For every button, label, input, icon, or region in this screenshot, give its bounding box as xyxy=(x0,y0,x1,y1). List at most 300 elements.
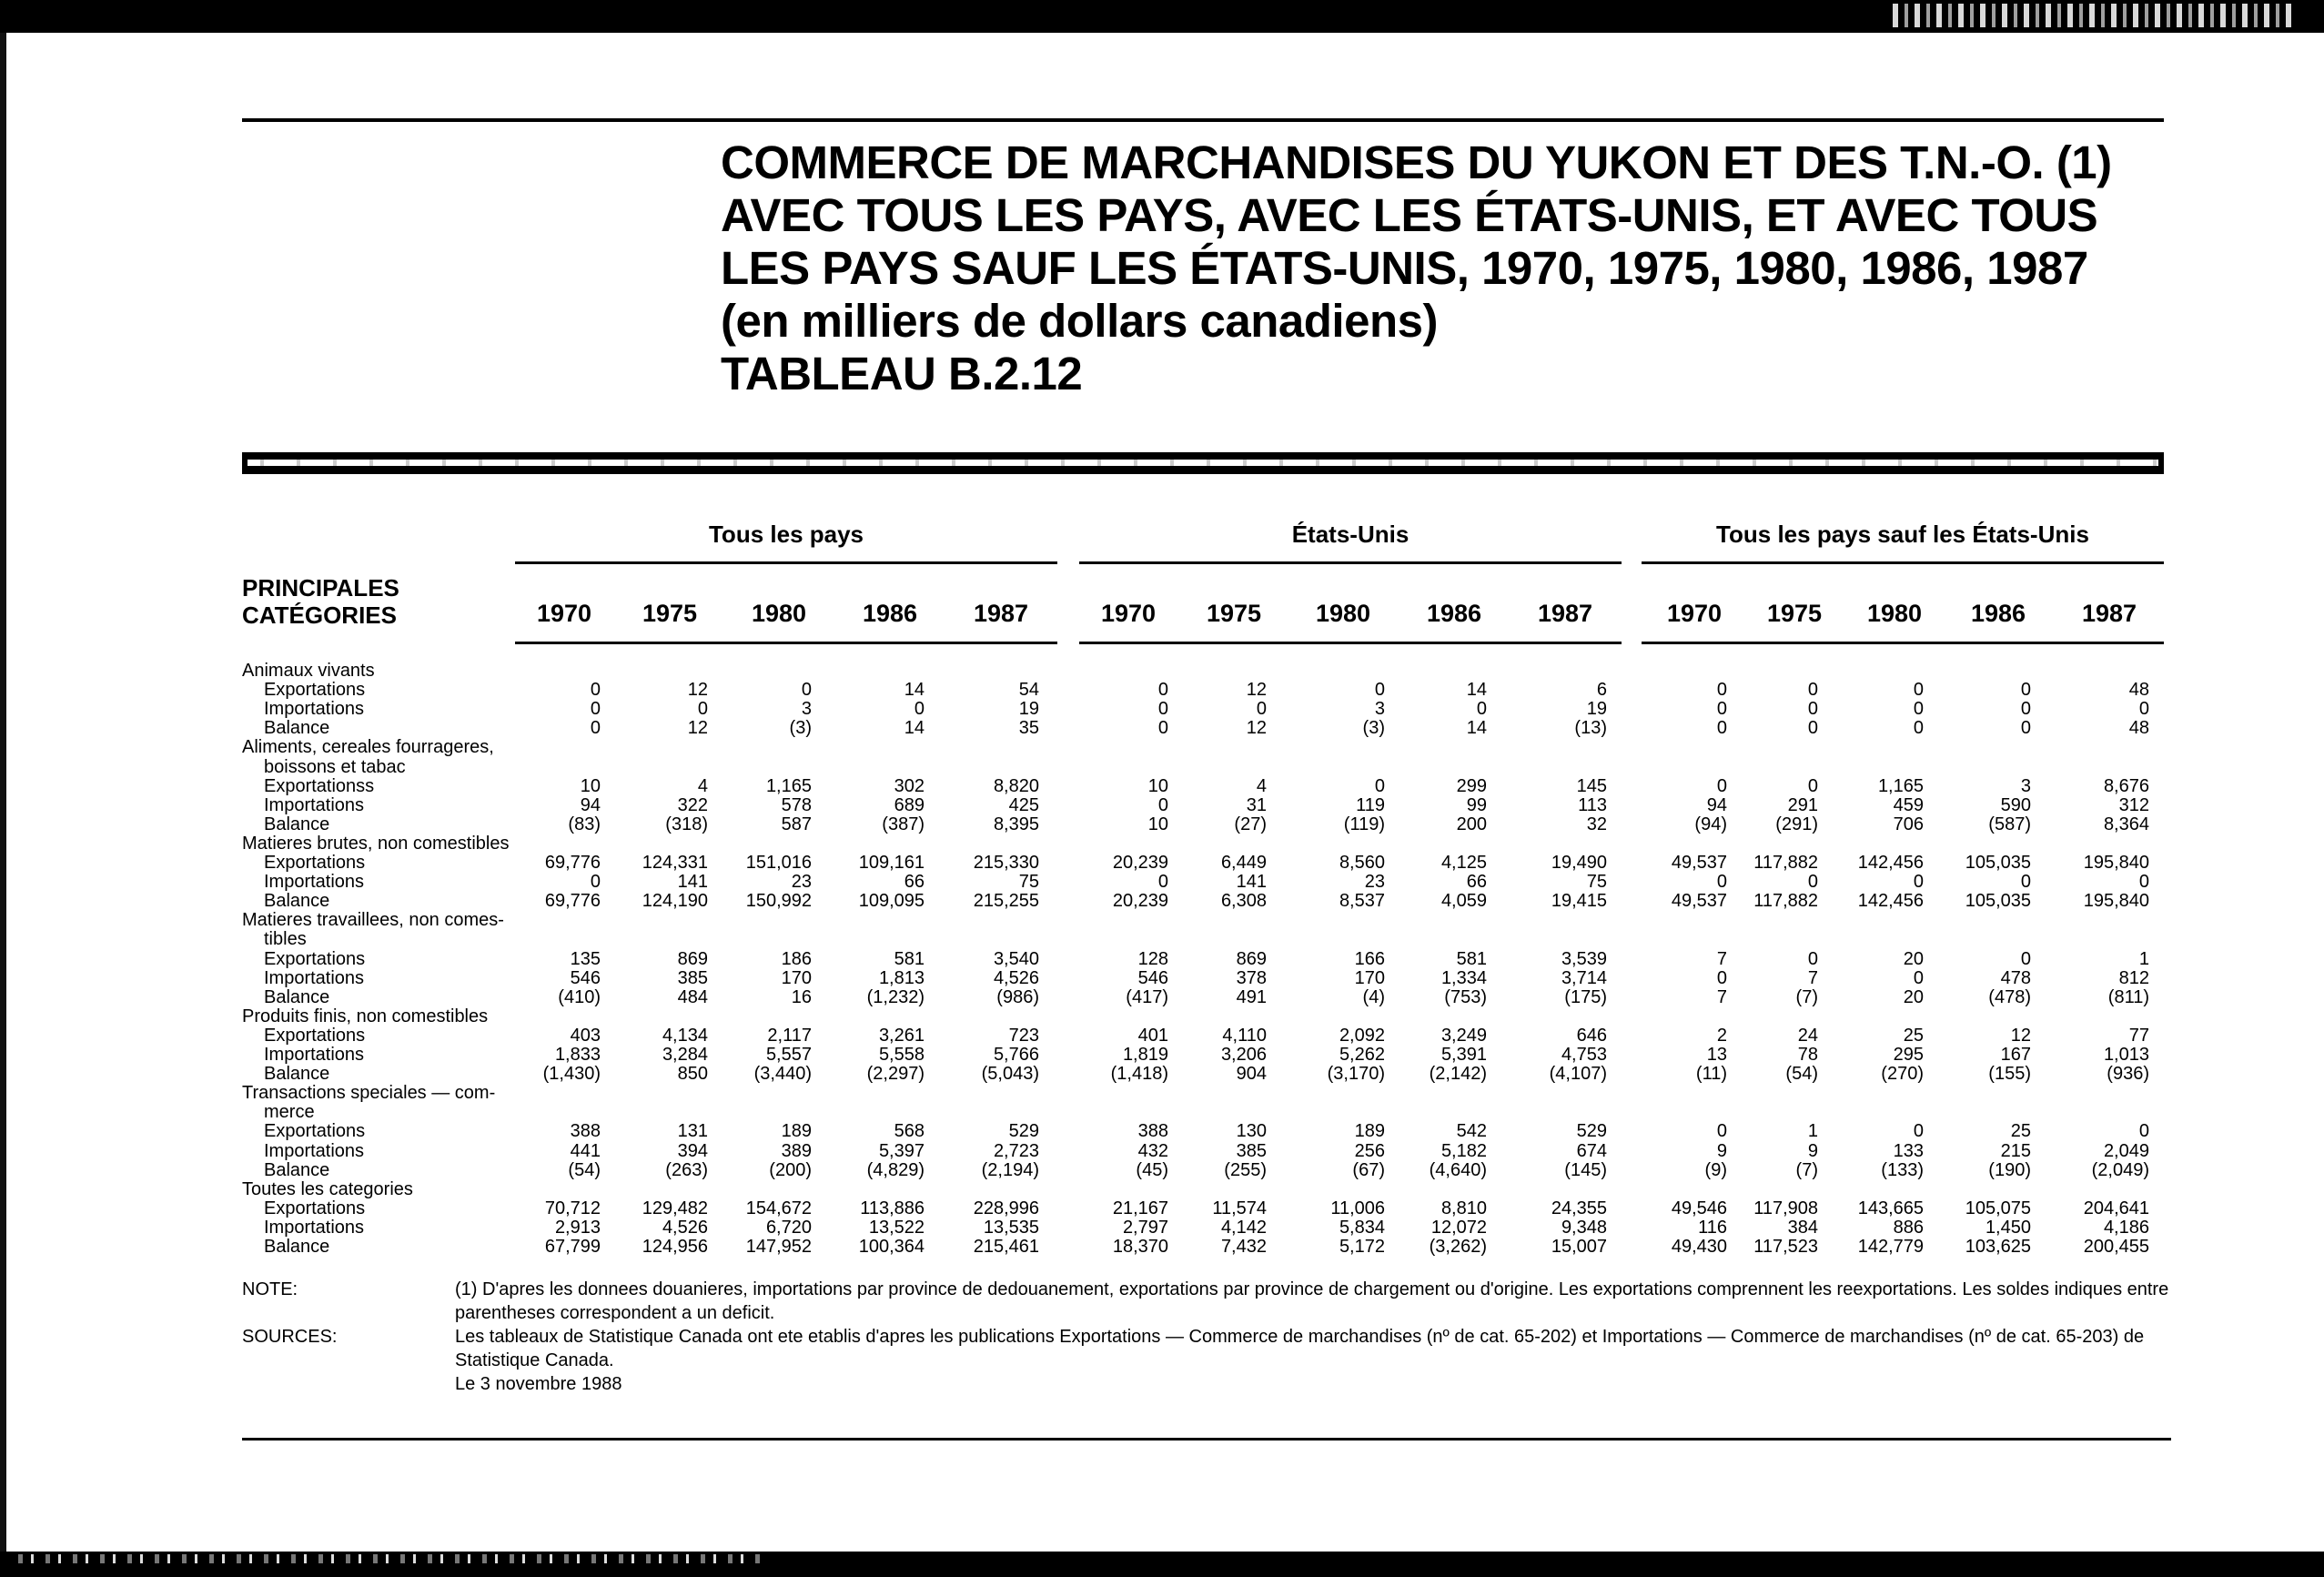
table-cell: 5,391 xyxy=(1440,1045,1487,1065)
table-cell: 8,537 xyxy=(1339,891,1385,912)
table-cell: 302 xyxy=(894,775,925,796)
table-cell: 0 xyxy=(1807,872,1818,893)
table-cell: 5,182 xyxy=(1440,1140,1487,1161)
table-cell: 69,776 xyxy=(544,853,601,873)
row-label: Exportations xyxy=(264,680,366,701)
table-cell: 20 xyxy=(1903,986,1924,1007)
table-cell: 4,134 xyxy=(662,1025,708,1046)
row-label: Balance xyxy=(264,891,330,912)
table-cell: (54) xyxy=(568,1159,601,1180)
table-cell: 105,075 xyxy=(1965,1198,2031,1218)
table-cell: 484 xyxy=(677,986,708,1007)
table-cell: 0 xyxy=(1157,680,1168,701)
table-cell: 129,482 xyxy=(642,1198,708,1218)
table-cell: 581 xyxy=(894,948,925,969)
table-cell: (3,170) xyxy=(1327,1064,1385,1085)
table-cell: 131 xyxy=(677,1121,708,1142)
table-cell: 117,882 xyxy=(1753,891,1818,912)
year-header: 1975 xyxy=(642,600,698,627)
table-cell: 142,456 xyxy=(1857,891,1924,912)
table-cell: 5,557 xyxy=(765,1045,812,1065)
table-cell: (4) xyxy=(1362,986,1385,1007)
row-label: Importations xyxy=(264,1140,365,1161)
table-cell: 299 xyxy=(1456,775,1487,796)
table-cell: 578 xyxy=(781,794,812,815)
table-cell: 69,776 xyxy=(544,891,601,912)
table-cell: 8,676 xyxy=(2103,775,2149,796)
table-cell: (200) xyxy=(769,1159,812,1180)
table-cell: 2,723 xyxy=(993,1140,1039,1161)
table-cell: 0 xyxy=(1807,718,1818,739)
category-row xyxy=(0,1180,2324,1199)
table-cell: 18,370 xyxy=(1112,1237,1168,1257)
table-cell: 14 xyxy=(904,680,925,701)
table-cell: 646 xyxy=(1576,1025,1607,1046)
table-cell: 1 xyxy=(1807,1121,1818,1142)
row-label: merce xyxy=(264,1102,315,1123)
table-cell: 109,095 xyxy=(858,891,925,912)
table-cell: 0 xyxy=(2020,699,2031,720)
table-row xyxy=(0,719,2324,738)
table-cell: 143,665 xyxy=(1857,1198,1924,1218)
table-cell: 1,165 xyxy=(1877,775,1924,796)
table-cell: 66 xyxy=(904,872,925,893)
table-row xyxy=(0,988,2324,1007)
group-underline xyxy=(1079,561,1622,564)
table-cell: 478 xyxy=(2000,967,2031,988)
table-cell: 2,797 xyxy=(1122,1217,1168,1238)
table-cell: 20,239 xyxy=(1112,853,1168,873)
table-cell: 0 xyxy=(1716,872,1727,893)
title-line: AVEC TOUS LES PAYS, AVEC LES ÉTATS-UNIS, ET AVEC TOUS xyxy=(721,189,2098,241)
table-cell: (270) xyxy=(1881,1064,1924,1085)
table-row xyxy=(0,950,2324,969)
table-cell: 16 xyxy=(791,986,812,1007)
table-cell: 0 xyxy=(1807,948,1818,969)
table-cell: 3,261 xyxy=(878,1025,925,1046)
category-row xyxy=(0,930,2324,949)
table-cell: 378 xyxy=(1236,967,1267,988)
category-row xyxy=(0,1007,2324,1026)
table-cell: 385 xyxy=(677,967,708,988)
table-cell: 15,007 xyxy=(1551,1237,1607,1257)
table-cell: (753) xyxy=(1444,986,1487,1007)
table-cell: (155) xyxy=(1988,1064,2031,1085)
table-cell: 0 xyxy=(1913,872,1924,893)
table-row xyxy=(0,1218,2324,1238)
table-cell: 32 xyxy=(1586,814,1607,834)
table-cell: 1,813 xyxy=(878,967,925,988)
table-cell: 403 xyxy=(570,1025,601,1046)
table-cell: 7 xyxy=(1716,948,1727,969)
table-cell: 77 xyxy=(2128,1025,2149,1046)
table-cell: 215 xyxy=(2000,1140,2031,1161)
table-cell: 19 xyxy=(1586,699,1607,720)
table-cell: 170 xyxy=(781,967,812,988)
table-cell: 5,262 xyxy=(1339,1045,1385,1065)
year-header: 1986 xyxy=(862,600,918,627)
year-header: 1980 xyxy=(1315,600,1371,627)
table-cell: 94 xyxy=(580,794,601,815)
table-cell: (119) xyxy=(1343,814,1385,834)
row-label: Balance xyxy=(264,1237,330,1257)
table-cell: 75 xyxy=(1586,872,1607,893)
table-cell: 10 xyxy=(1147,814,1168,834)
table-cell: 425 xyxy=(1008,794,1039,815)
table-cell: 13,522 xyxy=(868,1217,925,1238)
table-cell: (3) xyxy=(1362,718,1385,739)
table-cell: 154,672 xyxy=(745,1198,812,1218)
table-cell: 2,049 xyxy=(2103,1140,2149,1161)
table-cell: (263) xyxy=(665,1159,708,1180)
table-cell: 0 xyxy=(1807,775,1818,796)
table-cell: 542 xyxy=(1456,1121,1487,1142)
table-row xyxy=(0,1142,2324,1161)
table-cell: (478) xyxy=(1988,986,2031,1007)
table-cell: 14 xyxy=(1466,680,1487,701)
table-cell: 674 xyxy=(1576,1140,1607,1161)
table-cell: 706 xyxy=(1893,814,1924,834)
row-label: Balance xyxy=(264,1064,330,1085)
row-label: Animaux vivants xyxy=(242,661,375,681)
table-cell: 1,165 xyxy=(765,775,812,796)
table-cell: 167 xyxy=(2000,1045,2031,1065)
table-cell: 0 xyxy=(801,680,812,701)
table-cell: (54) xyxy=(1785,1064,1818,1085)
table-cell: 19,415 xyxy=(1551,891,1607,912)
year-header: 1986 xyxy=(1970,600,2026,627)
category-row xyxy=(0,834,2324,854)
table-cell: 0 xyxy=(1374,775,1385,796)
category-row xyxy=(0,1084,2324,1103)
table-cell: 99 xyxy=(1466,794,1487,815)
table-cell: 0 xyxy=(590,872,601,893)
table-cell: 546 xyxy=(570,967,601,988)
table-cell: (1,418) xyxy=(1110,1064,1168,1085)
table-cell: 35 xyxy=(1018,718,1039,739)
table-cell: 0 xyxy=(2138,1121,2149,1142)
year-header: 1987 xyxy=(1537,600,1593,627)
table-cell: 147,952 xyxy=(745,1237,812,1257)
table-cell: 869 xyxy=(1236,948,1267,969)
table-cell: 3,249 xyxy=(1440,1025,1487,1046)
table-cell: (3,440) xyxy=(753,1064,812,1085)
table-cell: 4,125 xyxy=(1440,853,1487,873)
top-rule xyxy=(242,118,2164,122)
table-cell: 200 xyxy=(1456,814,1487,834)
document-date: Le 3 novembre 1988 xyxy=(455,1374,622,1394)
sources-label: SOURCES: xyxy=(242,1327,338,1347)
table-cell: 2,092 xyxy=(1339,1025,1385,1046)
table-cell: (811) xyxy=(2107,986,2149,1007)
table-cell: 7 xyxy=(1807,967,1818,988)
table-cell: 105,035 xyxy=(1965,853,2031,873)
row-label: Balance xyxy=(264,814,330,834)
table-cell: 66 xyxy=(1466,872,1487,893)
table-cell: 21,167 xyxy=(1112,1198,1168,1218)
table-cell: (417) xyxy=(1126,986,1168,1007)
table-cell: 0 xyxy=(1807,680,1818,701)
table-cell: 189 xyxy=(1354,1121,1385,1142)
table-cell: 12 xyxy=(687,718,708,739)
table-cell: 117,523 xyxy=(1753,1237,1818,1257)
table-cell: (7) xyxy=(1795,986,1818,1007)
table-cell: 904 xyxy=(1236,1064,1267,1085)
table-cell: 12 xyxy=(687,680,708,701)
table-cell: 0 xyxy=(914,699,925,720)
table-cell: (2,142) xyxy=(1429,1064,1487,1085)
table-cell: 4 xyxy=(1256,775,1267,796)
table-cell: (291) xyxy=(1775,814,1818,834)
table-cell: 0 xyxy=(2020,872,2031,893)
table-cell: 322 xyxy=(677,794,708,815)
table-cell: (2,049) xyxy=(2091,1159,2149,1180)
row-label: Aliments, cereales fourrageres, xyxy=(242,737,494,758)
table-cell: 1,450 xyxy=(1985,1217,2031,1238)
table-cell: 151,016 xyxy=(745,853,812,873)
table-cell: (7) xyxy=(1795,1159,1818,1180)
group-header-all-except-us: Tous les pays sauf les États-Unis xyxy=(1716,521,2089,548)
row-label: tibles xyxy=(264,929,307,950)
table-cell: 54 xyxy=(1018,680,1039,701)
table-cell: 113 xyxy=(1578,794,1607,815)
table-cell: 1,013 xyxy=(2103,1045,2149,1065)
year-header: 1987 xyxy=(2081,600,2137,627)
table-cell: 124,331 xyxy=(642,853,708,873)
table-row xyxy=(0,815,2324,834)
row-label: Importations xyxy=(264,1045,365,1065)
category-row xyxy=(0,911,2324,930)
table-cell: 13,535 xyxy=(983,1217,1039,1238)
table-cell: (175) xyxy=(1564,986,1607,1007)
table-cell: 587 xyxy=(781,814,812,834)
table-cell: 0 xyxy=(1716,967,1727,988)
table-cell: (2,297) xyxy=(866,1064,925,1085)
row-label: boissons et tabac xyxy=(264,756,406,777)
table-cell: 103,625 xyxy=(1965,1237,2031,1257)
table-cell: 189 xyxy=(781,1121,812,1142)
table-row xyxy=(0,854,2324,873)
table-cell: 117,882 xyxy=(1753,853,1818,873)
table-cell: 10 xyxy=(580,775,601,796)
table-cell: 295 xyxy=(1893,1045,1924,1065)
table-cell: 689 xyxy=(894,794,925,815)
table-cell: 0 xyxy=(1716,680,1727,701)
row-label: Exportations xyxy=(264,1198,366,1218)
table-cell: 200,455 xyxy=(2083,1237,2149,1257)
table-cell: 70,712 xyxy=(544,1198,601,1218)
category-header xyxy=(242,574,399,629)
table-cell: 10 xyxy=(1147,775,1168,796)
table-cell: 459 xyxy=(1893,794,1924,815)
table-cell: 49,537 xyxy=(1671,853,1727,873)
header-underline xyxy=(515,642,1057,644)
table-cell: 19 xyxy=(1018,699,1039,720)
table-cell: 4,142 xyxy=(1220,1217,1267,1238)
table-cell: (410) xyxy=(558,986,601,1007)
table-cell: 4,110 xyxy=(1222,1025,1267,1046)
group-underline xyxy=(1642,561,2164,564)
table-cell: 48 xyxy=(2128,680,2149,701)
table-cell: 23 xyxy=(791,872,812,893)
table-cell: 291 xyxy=(1787,794,1818,815)
scan-border-top xyxy=(0,0,2324,33)
table-cell: 394 xyxy=(677,1140,708,1161)
title-line: COMMERCE DE MARCHANDISES DU YUKON ET DES T.N.-O. (1) xyxy=(721,136,2112,188)
row-label: Balance xyxy=(264,718,330,739)
table-row xyxy=(0,1046,2324,1065)
table-cell: (83) xyxy=(568,814,601,834)
table-cell: 0 xyxy=(590,718,601,739)
table-cell: 49,546 xyxy=(1671,1198,1727,1218)
table-cell: 3,284 xyxy=(662,1045,708,1065)
table-cell: 9 xyxy=(1807,1140,1818,1161)
table-cell: 228,996 xyxy=(973,1198,1039,1218)
table-cell: 568 xyxy=(894,1121,925,1142)
table-cell: 812 xyxy=(2118,967,2149,988)
table-cell: 0 xyxy=(697,699,708,720)
category-row xyxy=(0,738,2324,757)
table-cell: 48 xyxy=(2128,718,2149,739)
table-cell: 0 xyxy=(2020,680,2031,701)
table-cell: 3,539 xyxy=(1561,948,1607,969)
table-cell: 4,753 xyxy=(1561,1045,1607,1065)
table-cell: (27) xyxy=(1234,814,1267,834)
table-cell: (2,194) xyxy=(981,1159,1039,1180)
row-label: Produits finis, non comestibles xyxy=(242,1006,489,1026)
table-cell: 12 xyxy=(1246,718,1267,739)
scan-noise xyxy=(1893,4,2293,27)
table-cell: 3 xyxy=(801,699,812,720)
row-label: Matieres travaillees, non comes- xyxy=(242,910,504,931)
table-cell: 0 xyxy=(1157,872,1168,893)
year-header: 1980 xyxy=(1866,600,1923,627)
scan-noise xyxy=(18,1554,764,1563)
table-cell: 4 xyxy=(697,775,708,796)
row-label: Importations xyxy=(264,967,365,988)
header-underline xyxy=(1079,642,1622,644)
table-cell: 116 xyxy=(1698,1217,1727,1238)
table-cell: (587) xyxy=(1988,814,2031,834)
table-cell: 5,766 xyxy=(993,1045,1039,1065)
table-row xyxy=(0,681,2324,700)
table-cell: 0 xyxy=(1913,718,1924,739)
table-cell: 49,537 xyxy=(1671,891,1727,912)
table-cell: 94 xyxy=(1706,794,1727,815)
table-cell: 20 xyxy=(1903,948,1924,969)
row-label: Importations xyxy=(264,872,365,893)
table-cell: 24,355 xyxy=(1551,1198,1607,1218)
table-cell: 1,819 xyxy=(1122,1045,1168,1065)
table-cell: 4,059 xyxy=(1440,891,1487,912)
table-cell: 0 xyxy=(2138,872,2149,893)
table-cell: (1,232) xyxy=(866,986,925,1007)
table-cell: 1,334 xyxy=(1440,967,1487,988)
table-cell: 441 xyxy=(570,1140,601,1161)
table-cell: 195,840 xyxy=(2083,853,2149,873)
table-cell: 546 xyxy=(1137,967,1168,988)
year-header: 1970 xyxy=(536,600,592,627)
table-cell: 3 xyxy=(1374,699,1385,720)
table-cell: 529 xyxy=(1576,1121,1607,1142)
table-cell: 0 xyxy=(1157,699,1168,720)
table-cell: 0 xyxy=(590,699,601,720)
row-label: Importations xyxy=(264,699,365,720)
table-row xyxy=(0,1026,2324,1046)
table-cell: 529 xyxy=(1008,1121,1039,1142)
table-cell: 8,395 xyxy=(993,814,1039,834)
year-header: 1987 xyxy=(973,600,1029,627)
table-cell: 0 xyxy=(1913,1121,1924,1142)
table-cell: 215,461 xyxy=(973,1237,1039,1257)
table-cell: 388 xyxy=(570,1121,601,1142)
row-label: Importations xyxy=(264,1217,365,1238)
row-label: Importations xyxy=(264,794,365,815)
table-row xyxy=(0,1161,2324,1180)
table-cell: 142,779 xyxy=(1857,1237,1924,1257)
table-cell: 12 xyxy=(2010,1025,2031,1046)
table-cell: 150,992 xyxy=(745,891,812,912)
table-cell: 119 xyxy=(1356,794,1385,815)
row-label: Exportationss xyxy=(264,775,375,796)
table-cell: 0 xyxy=(2020,718,2031,739)
table-cell: (936) xyxy=(2107,1064,2149,1085)
table-cell: (133) xyxy=(1881,1159,1924,1180)
table-cell: 135 xyxy=(570,948,601,969)
table-row xyxy=(0,1238,2324,1257)
row-label: Balance xyxy=(264,1159,330,1180)
table-cell: (94) xyxy=(1694,814,1727,834)
row-label: Toutes les categories xyxy=(242,1178,413,1199)
table-cell: 5,397 xyxy=(878,1140,925,1161)
table-cell: 0 xyxy=(2020,948,2031,969)
table-cell: 0 xyxy=(590,680,601,701)
table-cell: 9,348 xyxy=(1561,1217,1607,1238)
row-label: Balance xyxy=(264,986,330,1007)
table-row xyxy=(0,700,2324,719)
table-cell: 141 xyxy=(677,872,708,893)
table-cell: 0 xyxy=(2138,699,2149,720)
table-cell: 19,490 xyxy=(1551,853,1607,873)
bottom-rule xyxy=(242,1438,2171,1441)
table-row xyxy=(0,1065,2324,1084)
category-row xyxy=(0,662,2324,681)
table-cell: 0 xyxy=(1157,718,1168,739)
table-row xyxy=(0,873,2324,892)
year-header: 1970 xyxy=(1666,600,1723,627)
title-line: (en milliers de dollars canadiens) xyxy=(721,295,1438,347)
table-cell: (9) xyxy=(1704,1159,1727,1180)
table-cell: 869 xyxy=(677,948,708,969)
table-cell: 6,449 xyxy=(1220,853,1267,873)
table-cell: 7,432 xyxy=(1220,1237,1267,1257)
group-header-united-states: États-Unis xyxy=(1291,521,1410,548)
table-cell: 145 xyxy=(1576,775,1607,796)
table-cell: 8,810 xyxy=(1440,1198,1487,1218)
category-row xyxy=(0,758,2324,777)
table-cell: (5,043) xyxy=(981,1064,1039,1085)
table-cell: 25 xyxy=(1903,1025,1924,1046)
table-cell: 5,172 xyxy=(1339,1237,1385,1257)
table-cell: 20,239 xyxy=(1112,891,1168,912)
table-cell: 8,560 xyxy=(1339,853,1385,873)
table-cell: 2,913 xyxy=(554,1217,601,1238)
year-header: 1975 xyxy=(1766,600,1823,627)
note-text: (1) D'apres les donnees douanieres, importations par province de dedouanement, exportations par province de chargement ou d'origine. Les exportations comprennent les reexportations. Les soldes indiques entre parentheses correspondent a un deficit. xyxy=(455,1279,2169,1323)
note-label: NOTE: xyxy=(242,1279,298,1299)
table-cell: (4,107) xyxy=(1549,1064,1607,1085)
table-cell: (986) xyxy=(996,986,1039,1007)
